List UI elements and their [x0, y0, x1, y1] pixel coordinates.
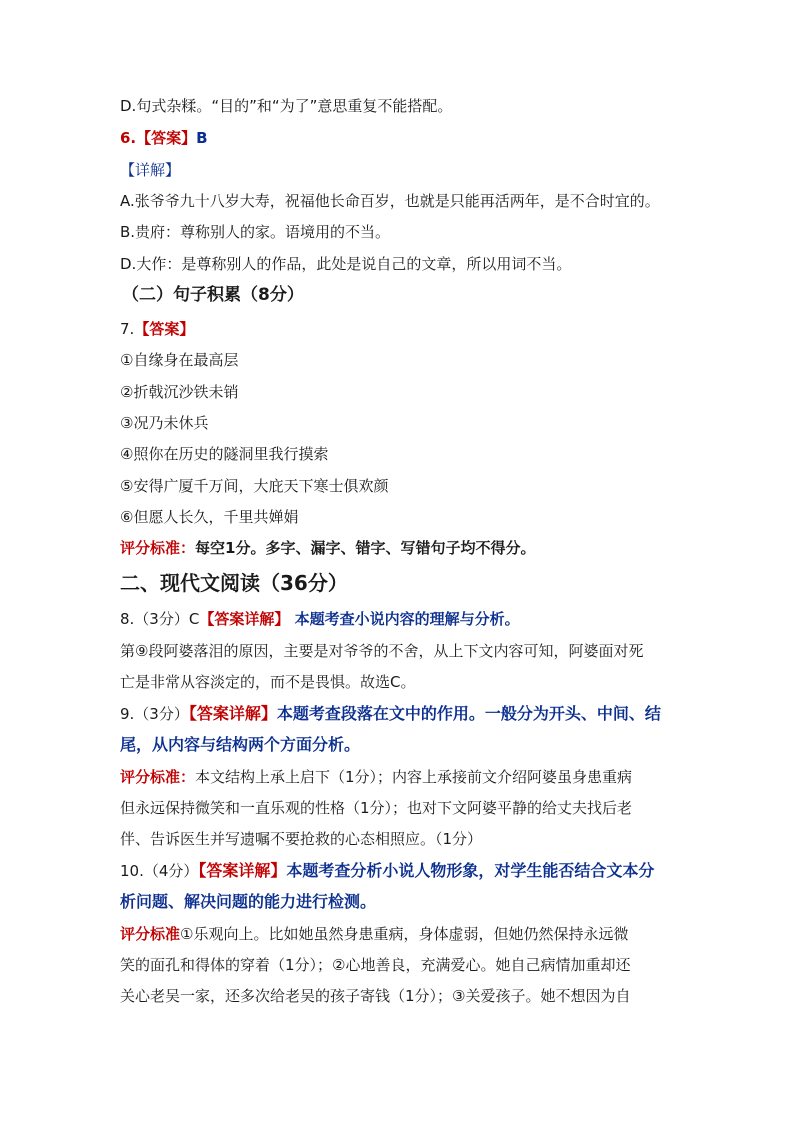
q8-text-1: 第⑨段阿婆落泪的原因，主要是对爷爷的不舍，从上下文内容可知，阿婆面对死 — [120, 642, 644, 660]
q6-answer-label: 6.【答案】 — [120, 129, 197, 147]
q9-scoring-text-2: 但永远保持微笑和一直乐观的性格（1分）；也对下文阿婆平静的给丈夫找后老 — [120, 799, 633, 817]
q10-head: 10.（4分） — [120, 862, 199, 880]
q9-scoring-text-1: 本文结构上承上启下（1分）；内容上承接前文介绍阿婆虽身患重病 — [195, 768, 633, 786]
q9-scoring-text-3: 伴、告诉医生并写遗嘱不要抢救的心态相照应。（1分） — [120, 830, 483, 848]
q9-scoring-label: 评分标准： — [120, 768, 196, 786]
q7-answer-label: 【答案】 — [134, 320, 195, 338]
q8-title: 本题考查小说内容的理解与分析。 — [289, 610, 520, 628]
q8-detail-label: 【答案详解】 — [199, 610, 290, 628]
q7-answer-4: ④照你在历史的隧洞里我行摸索 — [120, 445, 329, 463]
q10-title-2: 析问题、解决问题的能力进行检测。 — [120, 892, 377, 911]
q10-scoring-text-2: 笑的面孔和得体的穿着（1分）；②心地善良，充满爱心。她自己病情加重却还 — [120, 956, 631, 974]
section-modern-heading: 二、现代文阅读（36分） — [120, 571, 348, 595]
q10-head-line — [120, 861, 654, 881]
q10-scoring-text-1: ①乐观向上。比如她虽然身患重病，身体虚弱，但她仍然保持永远微 — [180, 925, 629, 943]
q7-answer-2: ②折戟沉沙铁未销 — [120, 383, 239, 401]
q10-detail-label: 【答案详解】 — [198, 861, 287, 880]
q6-detail-a: A.张爷爷九十八岁大寿，祝福他长命百岁，也就是只能再活两年，是不合时宜的。 — [120, 192, 660, 210]
q7-answer-6: ⑥但愿人长久，千里共婵娟 — [120, 508, 299, 526]
q8-text-2: 亡是非常从容淡定的，而不是畏惧。故选C。 — [120, 673, 416, 691]
q8-head-line — [120, 609, 520, 629]
q10-title-1: 本题考查分析小说人物形象，对学生能否结合文本分 — [286, 861, 655, 880]
q9-title-1: 本题考查段落在文中的作用。一般分为开头、中间、结 — [276, 704, 661, 723]
q9-title-2: 尾，从内容与结构两个方面分析。 — [120, 735, 361, 754]
q6-detail-b: B.贵府：尊称别人的家。语境用的不当。 — [120, 223, 391, 241]
q7-answer-5: ⑤安得广厦千万间，大庇天下寒士俱欢颜 — [120, 477, 389, 495]
section-sentence-heading: （二）句子积累（8分） — [122, 285, 304, 305]
q7-scoring-label: 评分标准： — [120, 539, 196, 557]
q9-head: 9.（3分） — [120, 705, 189, 723]
q10-scoring-line — [120, 924, 628, 944]
q7-answer-3: ③况乃未休兵 — [120, 414, 209, 432]
q7-answer-1: ①自缘身在最高层 — [120, 351, 239, 369]
q10-scoring-text-3: 关心老吴一家，还多次给老吴的孩子寄钱（1分）；③关爱孩子。她不想因为自 — [120, 987, 631, 1005]
q7-answer-line — [120, 319, 194, 339]
q9-scoring-line — [120, 767, 632, 787]
q7-scoring-text: 每空1分。多字、漏字、错字、写错句子均不得分。 — [195, 539, 536, 557]
q8-head: 8.（3分）C — [120, 610, 200, 628]
q7-number: 7. — [120, 320, 135, 338]
q6-detail-label: 【详解】 — [120, 161, 181, 179]
option-d-line: D.句式杂糅。“目的”和“为了”意思重复不能搭配。 — [120, 97, 453, 115]
q10-scoring-label: 评分标准 — [120, 925, 181, 943]
q6-answer-line — [120, 128, 208, 148]
q6-detail-d: D.大作：是尊称别人的作品，此处是说自己的文章，所以用词不当。 — [120, 255, 572, 273]
q9-head-line — [120, 704, 661, 724]
q7-scoring-line — [120, 538, 535, 558]
q6-answer-value: B — [196, 129, 208, 147]
q9-detail-label: 【答案详解】 — [188, 704, 277, 723]
